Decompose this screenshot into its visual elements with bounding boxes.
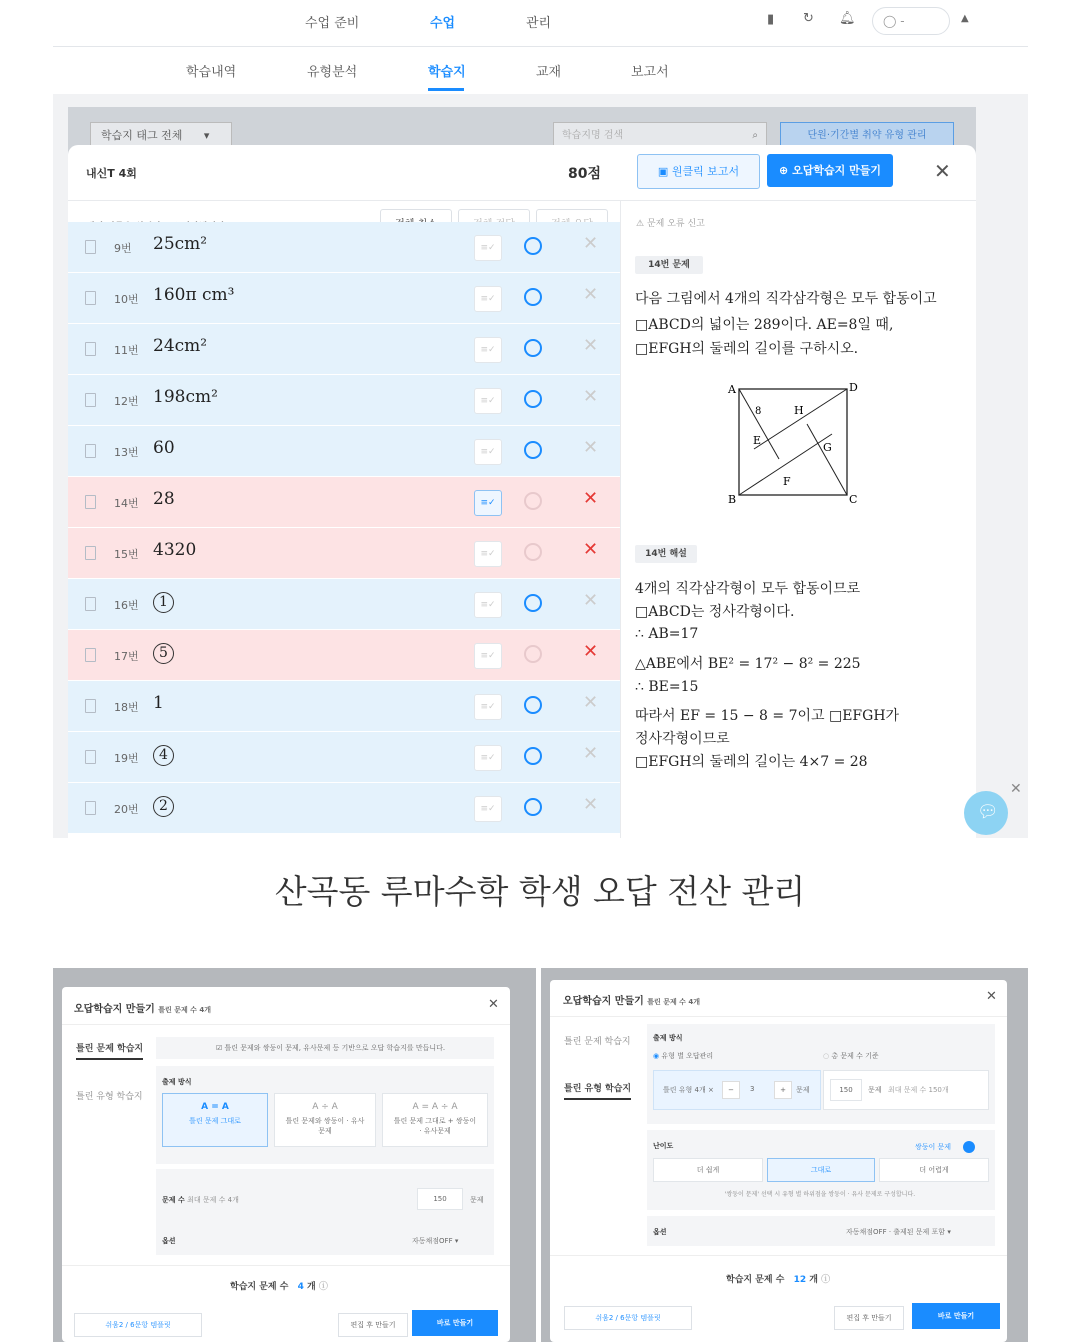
solution-line: 정사각형이므로 <box>635 731 730 747</box>
correct-mark-icon[interactable] <box>524 594 542 612</box>
tab-textbook[interactable]: 교재 <box>536 65 562 80</box>
correct-mark-icon[interactable] <box>524 492 542 510</box>
student-answer <box>153 591 174 613</box>
error-report-link[interactable] <box>636 216 705 229</box>
question-number: 10번 <box>114 293 139 306</box>
edit-note-icon[interactable]: ≡✓ <box>474 541 502 567</box>
caret-up-icon[interactable]: ▲ <box>961 13 969 24</box>
dialog1-total <box>230 1279 328 1292</box>
question-number: 15번 <box>114 548 139 561</box>
question-number: 9번 <box>114 242 132 255</box>
dialog2-easier-button[interactable]: 더 쉽게 <box>653 1158 763 1182</box>
one-click-report-button[interactable] <box>637 154 760 189</box>
problem-tag: 14번 문제 <box>635 256 703 274</box>
correct-mark-icon[interactable] <box>524 645 542 663</box>
bookmark-icon[interactable] <box>85 495 96 509</box>
dialog2-count-unit: 문제 <box>868 1086 882 1094</box>
chat-close-icon[interactable]: ✕ <box>1010 781 1022 797</box>
label-d: D <box>849 381 858 394</box>
label-f: F <box>783 475 791 488</box>
dialog2-tab-wrong-type[interactable]: 틀린 유형 학습지 <box>564 1081 631 1100</box>
dialog1-count-hint: 최대 문제 수 4개 <box>187 1196 239 1204</box>
dialog1-option-select[interactable] <box>412 1236 458 1246</box>
student-answer <box>153 438 175 458</box>
problem-line-1: 다음 그림에서 4개의 직각삼각형은 모두 합동이고 <box>635 291 937 307</box>
label-b: B <box>728 493 737 506</box>
report-button-label: 원클릭 보고서 <box>671 165 740 178</box>
bookmark-icon[interactable] <box>85 240 96 254</box>
dialog1-tab-wrong-problem[interactable]: 틀린 문제 학습지 <box>76 1041 143 1060</box>
edit-note-icon[interactable]: ≡✓ <box>474 643 502 669</box>
student-answer <box>153 489 175 509</box>
bookmark-icon[interactable] <box>85 801 96 815</box>
student-answer <box>153 642 174 664</box>
screenshot-1 <box>53 968 536 1342</box>
solution-tag: 14번 해설 <box>635 545 697 563</box>
edit-note-icon[interactable]: ≡✓ <box>474 388 502 414</box>
correct-mark-icon[interactable] <box>524 237 542 255</box>
bookmark-icon[interactable] <box>85 750 96 764</box>
dialog1-option-both-label: 틀린 문제 그대로 + 쌍둥이 · 유사문제 <box>393 1117 477 1135</box>
refresh-icon[interactable]: ↻ <box>803 11 814 26</box>
answer-row <box>68 375 620 426</box>
question-number: 16번 <box>114 599 139 612</box>
dialog2-stepper-box <box>653 1070 821 1110</box>
dialog2-radio-total-label: 총 문제 수 기준 <box>831 1052 879 1060</box>
wrong-mark-icon[interactable]: ✕ <box>583 488 599 509</box>
edit-note-icon[interactable]: ≡✓ <box>474 796 502 822</box>
caption: 산곡동 루마수학 학생 오답 전산 관리 <box>274 872 806 911</box>
chevron-down-icon: ▾ <box>203 129 210 142</box>
wrong-mark-icon[interactable]: ✕ <box>583 590 599 611</box>
question-number: 14번 <box>114 497 139 510</box>
user-icon: ◯ <box>883 14 897 28</box>
answer-row <box>68 528 620 579</box>
dialog2-twin-toggle[interactable] <box>915 1141 975 1153</box>
answer-row <box>68 426 620 477</box>
bookmark-icon[interactable] <box>85 291 96 305</box>
search-placeholder: 학습지명 검색 <box>562 130 624 141</box>
dialog1-method-label: 출제 방식 <box>162 1078 192 1086</box>
label-e: E <box>753 434 762 447</box>
student-answer <box>153 540 196 560</box>
bookmark-icon[interactable] <box>85 546 96 560</box>
dialog2-tab-wrong-problem[interactable]: 틀린 문제 학습지 <box>564 1037 631 1047</box>
bookmark-icon[interactable] <box>85 342 96 356</box>
bookmark-icon[interactable] <box>85 699 96 713</box>
edit-note-icon[interactable]: ≡✓ <box>474 694 502 720</box>
dialog2-template-button[interactable] <box>564 1306 692 1330</box>
dialog2-edit-button[interactable]: 편집 후 만들기 <box>834 1306 904 1330</box>
toggle-on-icon <box>963 1141 975 1153</box>
dialog1-option-twin-icon: A ÷ A <box>312 1102 338 1112</box>
dialog2-divider <box>550 1016 1007 1017</box>
circled-answer: 4 <box>153 745 174 766</box>
correct-mark-icon[interactable] <box>524 747 542 765</box>
question-number: 17번 <box>114 650 139 663</box>
dialog1-tab-wrong-type[interactable]: 틀린 유형 학습지 <box>76 1092 143 1102</box>
weak-type-manage-button[interactable]: 단원·기간별 취약 유형 관리 <box>780 122 954 150</box>
dialog1-title-text: 오답학습지 만들기 <box>74 1004 155 1015</box>
student-answer <box>153 744 174 766</box>
dialog1-option-same-label: 틀린 문제 그대로 <box>189 1117 241 1125</box>
user-menu[interactable] <box>872 7 950 35</box>
dialog1-option-twin[interactable] <box>274 1093 376 1147</box>
line-cf <box>807 424 847 495</box>
dialog1-count-label <box>162 1195 239 1205</box>
user-name: - <box>900 14 905 28</box>
dialog1-option-twin-label: 틀린 문제와 쌍둥이 · 유사문제 <box>285 1117 365 1135</box>
dialog1-close-icon[interactable]: ✕ <box>488 997 499 1012</box>
plus-circle-icon: ⊕ <box>779 164 789 177</box>
edit-note-icon[interactable]: ≡✓ <box>474 439 502 465</box>
solution-line: □ABCD는 정사각형이다. <box>635 604 795 620</box>
answer-row <box>68 273 620 324</box>
correct-mark-icon[interactable] <box>524 288 542 306</box>
dialog2-minus-button[interactable]: − <box>722 1081 740 1099</box>
tab-history[interactable]: 학습내역 <box>186 65 237 80</box>
solution-line: 따라서 EF = 15 − 8 = 7이고 □EFGH가 <box>635 708 900 724</box>
dialog1-option-both[interactable] <box>382 1093 488 1147</box>
bell-icon[interactable]: 🔔︎ <box>839 11 856 26</box>
dialog1-total-value: 4 <box>297 1282 304 1292</box>
bookmark-icon[interactable] <box>85 648 96 662</box>
book-icon[interactable]: ▮ <box>767 12 775 27</box>
dialog1-count-input[interactable]: 150 <box>417 1188 463 1210</box>
wrong-mark-icon[interactable]: ✕ <box>583 284 599 305</box>
dialog1-footer-divider <box>62 1265 510 1266</box>
alert-icon: ⚠ <box>636 219 645 229</box>
dialog1-divider <box>62 1024 510 1025</box>
dialog2-chevron-icon: ▾ <box>947 1228 951 1236</box>
answer-text: 160π cm³ <box>153 285 235 305</box>
answer-row <box>68 324 620 375</box>
dialog1-option-same-icon: A = A <box>201 1102 229 1112</box>
dialog2-radio-type[interactable] <box>653 1051 713 1061</box>
dialog2-stepper-value[interactable]: 3 <box>750 1085 755 1093</box>
dialog1-total-unit: 개 <box>306 1282 316 1292</box>
dialog1-option-both-icon: A = A ÷ A <box>412 1102 458 1112</box>
top-nav <box>0 0 1080 44</box>
active-tab-indicator <box>428 88 464 91</box>
dialog1-info-icon: ⓘ <box>318 1282 328 1292</box>
dialog2-count-box <box>823 1070 989 1110</box>
edit-note-icon[interactable]: ≡✓ <box>474 745 502 771</box>
edit-note-icon[interactable]: ≡✓ <box>474 286 502 312</box>
wrong-mark-icon[interactable]: ✕ <box>583 692 599 713</box>
dialog1-option-label: 옵션 <box>162 1237 176 1245</box>
dialog2-option-label: 옵션 <box>653 1228 667 1236</box>
wrong-mark-icon[interactable]: ✕ <box>583 794 599 815</box>
screenshot-2 <box>541 968 1028 1342</box>
student-answer <box>153 336 207 356</box>
dialog2-count-input[interactable]: 150 <box>830 1079 862 1101</box>
answer-list <box>68 233 620 838</box>
problem-line-2: □ABCD의 넓이는 289이다. AE=8일 때, <box>635 317 894 333</box>
dialog2-total-unit: 개 <box>809 1275 818 1285</box>
dialog2-type-label: 틀린 유형 4개 × <box>663 1086 714 1094</box>
answer-text: 60 <box>153 438 175 458</box>
search-icon: ⌕ <box>752 130 758 141</box>
solution-line: △ABE에서 BE² = 17² − 8² = 225 <box>635 656 861 672</box>
answer-text: 1 <box>153 693 164 713</box>
dialog2-title <box>563 992 700 1007</box>
answer-row <box>68 477 620 528</box>
correct-mark-icon[interactable] <box>524 543 542 561</box>
answer-text: 28 <box>153 489 175 509</box>
dialog1-count-label-text: 문제 수 <box>162 1196 185 1204</box>
student-answer <box>153 693 164 713</box>
answer-text: 4320 <box>153 540 197 560</box>
dialog2-title-text: 오답학습지 만들기 <box>563 996 644 1007</box>
question-number: 19번 <box>114 752 139 765</box>
edit-note-icon[interactable]: ≡✓ <box>474 235 502 261</box>
student-answer <box>153 387 218 407</box>
nav-class[interactable]: 수업 <box>430 16 456 31</box>
nav-prep[interactable]: 수업 준비 <box>305 16 360 31</box>
dialog1-template-button[interactable] <box>74 1313 202 1337</box>
question-number: 13번 <box>114 446 139 459</box>
dialog2-plus-button[interactable]: + <box>774 1081 792 1099</box>
correct-mark-icon[interactable] <box>524 441 542 459</box>
wrong-mark-icon[interactable]: ✕ <box>583 539 599 560</box>
solution-line: ∴ AB=17 <box>635 626 699 642</box>
correct-mark-icon[interactable] <box>524 390 542 408</box>
nav-divider <box>53 46 1028 47</box>
dialog2-radio-total[interactable] <box>823 1051 879 1061</box>
chat-button[interactable] <box>964 791 1008 835</box>
tag-filter-label: 학습지 태그 전체 <box>101 129 183 142</box>
edit-note-icon[interactable]: ≡✓ <box>474 337 502 363</box>
answer-row <box>68 732 620 783</box>
solution-line: 4개의 직각삼각형이 모두 합동이므로 <box>635 581 861 597</box>
question-number: 12번 <box>114 395 139 408</box>
score: 80점 <box>568 166 602 182</box>
wrong-mark-icon[interactable]: ✕ <box>583 743 599 764</box>
dialog1-checkbox-label: 틀린 문제와 쌍둥이 문제, 유사문제 등 기반으로 오답 학습지를 만듭니다. <box>224 1044 446 1052</box>
correct-mark-icon[interactable] <box>524 798 542 816</box>
tab-type-analysis[interactable]: 유형분석 <box>307 65 358 80</box>
nav-manage[interactable]: 관리 <box>526 16 552 31</box>
dialog1-count-unit: 문제 <box>470 1196 484 1204</box>
problem-line-3: □EFGH의 둘레의 길이를 구하시오. <box>635 341 859 357</box>
radio-off-icon: ○ <box>823 1052 830 1060</box>
wrong-mark-icon[interactable]: ✕ <box>583 437 599 458</box>
dialog2-twin-label: 쌍둥이 문제 <box>915 1143 952 1151</box>
answer-text: 198cm² <box>153 387 218 407</box>
question-number: 20번 <box>114 803 139 816</box>
dialog2-option-value: 자동채점OFF · 출제된 문제 포함 <box>846 1228 946 1236</box>
bookmark-icon[interactable] <box>85 393 96 407</box>
wrong-mark-icon[interactable]: ✕ <box>583 335 599 356</box>
edit-note-icon[interactable]: ≡✓ <box>474 490 502 516</box>
dialog1-template-label: 쉬움2 / 6문항 템플릿 <box>105 1321 171 1329</box>
student-answer <box>153 234 207 254</box>
report-icon: ▣ <box>657 165 669 178</box>
dialog2-option-select[interactable] <box>846 1227 951 1237</box>
tab-worksheet[interactable]: 학습지 <box>428 65 466 80</box>
answer-text: 25cm² <box>153 234 208 254</box>
question-number: 11번 <box>114 344 139 357</box>
make-button-label: 오답학습지 만들기 <box>792 164 881 177</box>
dialog2-difficulty-note: '쌍둥이 문제' 선택 시 유형 별 하위점을 쌍둥이 · 유사 문제로 구성합니다. <box>724 1191 916 1198</box>
close-icon[interactable]: ✕ <box>934 159 951 183</box>
problem-figure <box>722 377 872 507</box>
dialog1-checkbox-text: ☑ 틀린 문제와 쌍둥이 문제, 유사문제 등 기반으로 오답 학습지를 만듭니다. <box>216 1044 446 1052</box>
wrong-mark-icon[interactable]: ✕ <box>583 233 599 254</box>
answer-row <box>68 681 620 732</box>
label-h: H <box>794 404 804 417</box>
dialog2-sub: 틀린 문제 수 4개 <box>647 998 701 1006</box>
make-dialog-1 <box>62 987 510 1342</box>
make-wrong-worksheet-button[interactable] <box>767 154 893 187</box>
solution-line: ∴ BE=15 <box>635 679 699 695</box>
dialog2-template-label: 쉬움2 / 6문항 템플릿 <box>595 1314 661 1322</box>
column-divider <box>620 201 621 838</box>
student-answer <box>153 795 174 817</box>
student-answer <box>153 285 234 305</box>
dialog2-radio-type-label: 유형 별 오답관리 <box>661 1052 714 1060</box>
circled-answer: 1 <box>153 592 174 613</box>
dialog1-make-button[interactable]: 바로 만들기 <box>412 1310 498 1336</box>
label-g: G <box>823 441 832 454</box>
dialog2-stepper-unit: 문제 <box>796 1086 810 1094</box>
make-dialog-2 <box>550 980 1007 1342</box>
line-dh <box>754 389 847 449</box>
dialog1-sub: 틀린 문제 수 4개 <box>158 1006 212 1014</box>
dialog2-method-label: 출제 방식 <box>653 1034 683 1042</box>
answer-row <box>68 630 620 681</box>
circled-answer: 2 <box>153 796 174 817</box>
dialog2-total-label: 학습지 문제 수 <box>726 1275 785 1285</box>
dialog1-checkbox-row[interactable] <box>156 1037 494 1059</box>
dialog1-total-label: 학습지 문제 수 <box>230 1282 289 1292</box>
dialog1-option-value: 자동채점OFF <box>412 1237 453 1245</box>
wrong-mark-icon[interactable]: ✕ <box>583 641 599 662</box>
grading-modal <box>68 145 976 838</box>
wrong-mark-icon[interactable]: ✕ <box>583 386 599 407</box>
dialog2-footer-divider <box>550 1255 1007 1256</box>
label-c: C <box>849 493 858 506</box>
answer-row <box>68 783 620 834</box>
dialog2-make-button[interactable]: 바로 만들기 <box>912 1303 1000 1329</box>
dialog2-close-icon[interactable]: ✕ <box>986 989 997 1004</box>
label-a: A <box>728 383 736 396</box>
answer-text: 24cm² <box>153 336 208 356</box>
label-8: 8 <box>755 406 762 417</box>
dialog2-harder-button[interactable]: 더 어렵게 <box>879 1158 989 1182</box>
edit-note-icon[interactable]: ≡✓ <box>474 592 502 618</box>
answer-row <box>68 579 620 630</box>
dialog2-info-icon: ⓘ <box>821 1275 831 1285</box>
dialog1-title <box>74 1000 211 1015</box>
question-number: 18번 <box>114 701 139 714</box>
tab-report[interactable]: 보고서 <box>631 65 669 80</box>
solution-line: □EFGH의 둘레의 길이는 4×7 = 28 <box>635 754 868 770</box>
dialog2-total <box>726 1272 830 1285</box>
dialog2-same-button[interactable]: 그대로 <box>767 1158 875 1182</box>
dialog2-total-value: 12 <box>793 1275 807 1285</box>
bookmark-icon[interactable] <box>85 597 96 611</box>
dialog1-option-same[interactable] <box>162 1093 268 1147</box>
error-report-label: 문제 오류 신고 <box>646 219 705 229</box>
modal-title: 내신T 4회 <box>86 167 137 180</box>
line-ae <box>739 389 779 459</box>
answer-row <box>68 222 620 273</box>
circled-answer: 5 <box>153 643 174 664</box>
radio-on-icon: ◉ <box>653 1052 660 1060</box>
chat-icon: 💬︎ <box>977 802 999 822</box>
correct-mark-icon[interactable] <box>524 696 542 714</box>
dialog1-edit-button[interactable]: 편집 후 만들기 <box>338 1313 408 1337</box>
bookmark-icon[interactable] <box>85 444 96 458</box>
correct-mark-icon[interactable] <box>524 339 542 357</box>
dialog2-count-hint: 최대 문제 수 150개 <box>888 1086 949 1094</box>
dialog1-chevron-icon: ▾ <box>454 1237 459 1245</box>
dialog2-difficulty-label: 난이도 <box>653 1142 674 1150</box>
